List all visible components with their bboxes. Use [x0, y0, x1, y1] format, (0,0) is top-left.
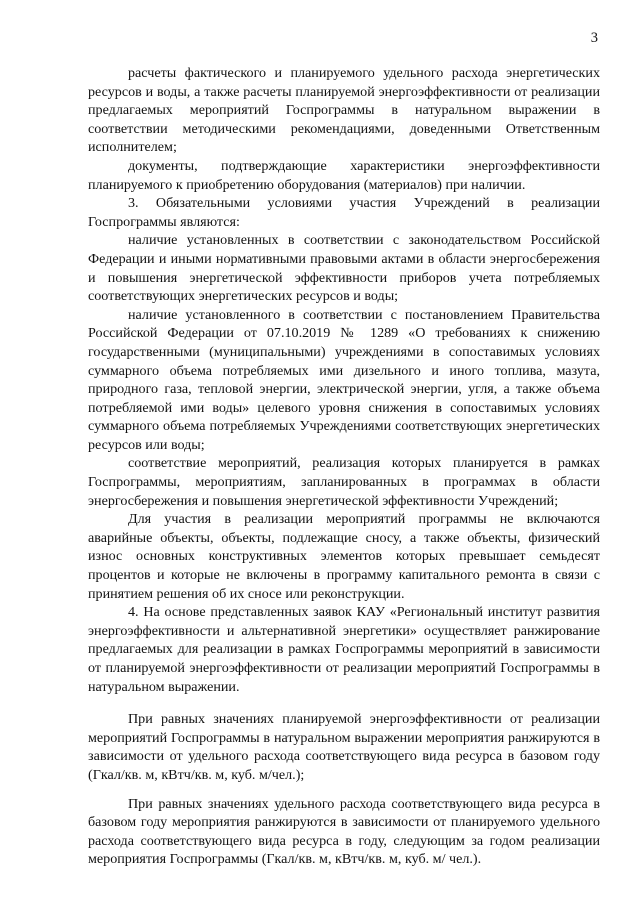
paragraph-program-compliance: соответствие мероприятий, реализация которых планируется в рамках Госпрограммы, мероприятиям, запланированных в программах в области энергосбережения и повышения энергетической эффективности Учреждений; — [88, 455, 600, 509]
paragraph-equal-consumption: При равных значениях удельного расхода соответствующего вида ресурса в базовом году мероприятия ранжируются в зависимости от планируемого удельного расхода соответствующего вида ресурса в году, следующим за годом реализации мероприятия Госпрограммы (Гкал/кв. м, кВтч/кв. м, куб. м/ чел.). — [88, 795, 600, 868]
document-body — [88, 64, 600, 869]
paragraph-metering-devices: наличие установленных в соответствии с законодательством Российской Федерации и иными нормативными правовыми актами в области энергосбережения и повышения энергетической эффективности приборов учета потребляемых соответствующих энергетических ресурсов и воды; — [88, 232, 600, 305]
paragraph-equal-efficiency: При равных значениях планируемой энергоэффективности от реализации мероприятий Госпрограммы в натуральном выражении мероприятия ранжируются в зависимости от удельного расхода соответствующего вида ресурса в базовом году (Гкал/кв. м, кВтч/кв. м, куб. м/чел.); — [88, 711, 600, 783]
paragraph-ranking: 4. На основе представленных заявок КАУ «Региональный институт развития энергоэффективности и альтернативной энергетики» осуществляет ранжирование предлагаемых для реализации в рамках Госпрограммы мероприятий в зависимости от планируемой энергоэффективности от реализации мероприятий Госпрограммы в натуральном выражении. — [88, 604, 600, 695]
page-number: 3 — [590, 30, 598, 46]
paragraph-calculations: расчеты фактического и планируемого удельного расхода энергетических ресурсов и воды, а также расчеты планируемой энергоэффективности от реализации предлагаемых мероприятий Госпрограммы в натуральном выражении в соответствии методическими рекомендациями, доведенными Ответственным исполнителем; — [88, 65, 600, 156]
paragraph-excluded-objects: Для участия в реализации мероприятий программы не включаются аварийные объекты, объекты, подлежащие сносу, а также объекты, физический износ основных конструктивных элементов которых превышает семьдесят процентов и которые не включены в программу капитального ремонта в связи с принятием решения об их сносе или реконструкции. — [88, 511, 600, 602]
paragraph-target-reduction-level: наличие установленного в соответствии с постановлением Правительства Российской Федерации от 07.10.2019 № 1289 «О требованиях к снижению государственными (муниципальными) учреждениями в сопоставимых условиях суммарного объема потребляемых ими дизельного и иного топлива, мазута, природного газа, тепловой энергии, электрической энергии, угля, а также объема потребляемой ими воды» целевого уровня снижения в сопоставимых условиях суммарного объема потребляемых Учреждениями соответствующих энергетических ресурсов или воды; — [88, 306, 600, 453]
paragraph-documents: документы, подтверждающие характеристики энергоэффективности планируемого к приобретению оборудования (материалов) при наличии. — [88, 157, 600, 193]
paragraph-mandatory-conditions: 3. Обязательными условиями участия Учреждений в реализации Госпрограммы являются: — [88, 195, 600, 230]
